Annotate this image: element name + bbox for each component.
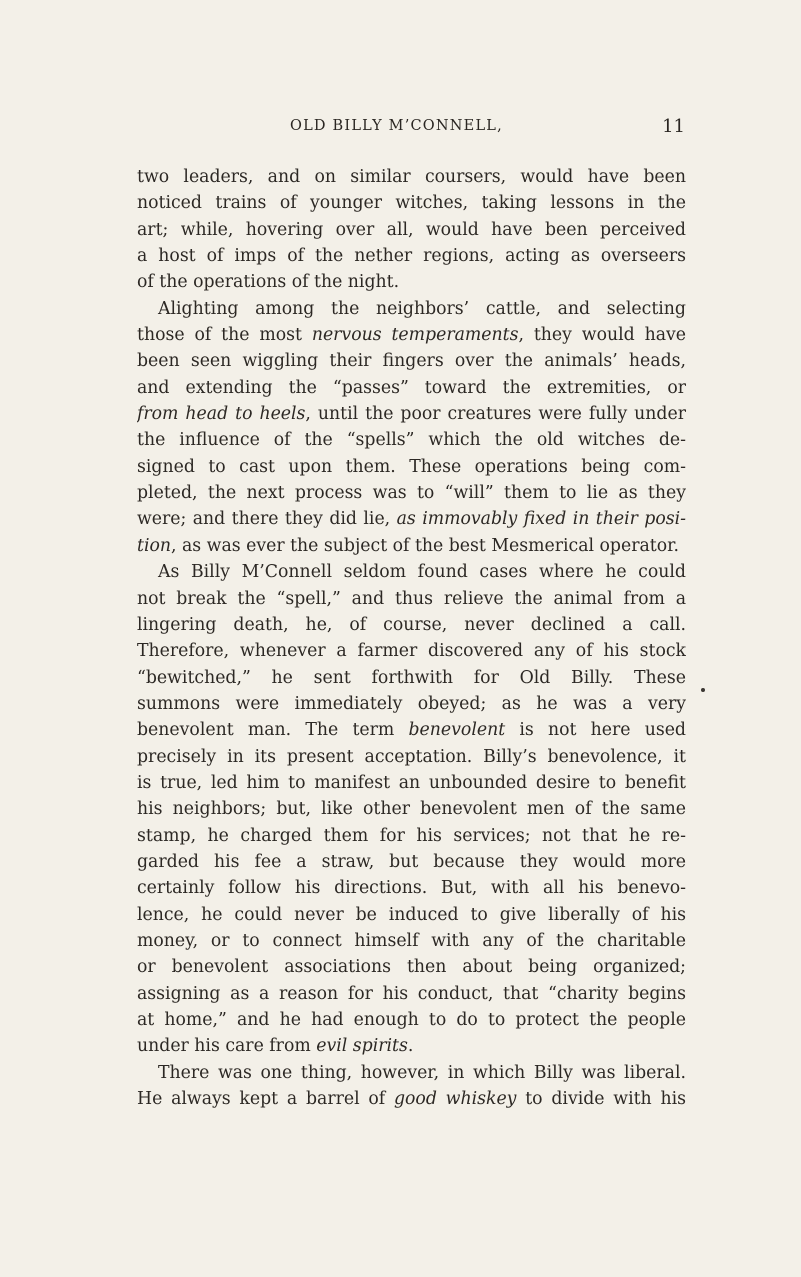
text-segment: those of the most xyxy=(137,325,312,346)
text-line xyxy=(137,269,686,295)
text-segment: , they would have xyxy=(518,325,686,346)
body-text xyxy=(137,164,686,1112)
text-line xyxy=(137,770,686,796)
text-segment: lence, he could never be induced to give liberally of his xyxy=(137,904,686,925)
text-line xyxy=(137,823,686,849)
text-line xyxy=(137,506,686,532)
text-line xyxy=(137,559,686,585)
text-line xyxy=(137,480,686,506)
page-number: 11 xyxy=(662,116,685,137)
text-segment: He always kept a barrel of xyxy=(137,1089,394,1110)
text-segment: “bewitched,” he sent forthwith for Old Billy. These xyxy=(137,667,686,688)
text-line xyxy=(137,717,686,743)
text-line xyxy=(137,533,686,559)
text-segment: pleted, the next process was to “will” them to lie as they xyxy=(137,483,686,504)
text-segment: were; and there they did lie, xyxy=(137,509,397,530)
text-segment: certainly follow his directions. But, with all his benevo- xyxy=(137,878,686,899)
text-line xyxy=(137,1007,686,1033)
text-segment: to divide with his xyxy=(516,1089,686,1110)
text-segment: is true, led him to manifest an unbounded desire to benefit xyxy=(137,772,686,793)
text-segment: Alighting among the neighbors’ cattle, and selecting xyxy=(158,298,686,319)
text-segment: not break the “spell,” and thus relieve the animal from a xyxy=(137,588,686,609)
italic-phrase: good whiskey xyxy=(393,1089,517,1110)
text-segment: art; while, hovering over all, would have been perceived xyxy=(137,219,686,240)
text-line xyxy=(137,454,686,480)
text-line xyxy=(137,322,686,348)
printing-speck xyxy=(701,688,705,692)
text-segment: is not here used xyxy=(505,720,686,741)
text-segment: money, or to connect himself with any of the charitable xyxy=(137,930,686,951)
text-line xyxy=(137,1060,686,1086)
text-line xyxy=(137,190,686,216)
text-segment: assigning as a reason for his conduct, that “charity begins xyxy=(137,983,686,1004)
text-line xyxy=(137,217,686,243)
text-segment: . xyxy=(407,1036,414,1057)
text-line xyxy=(137,243,686,269)
text-line xyxy=(137,1033,686,1059)
text-segment: As Billy M’Connell seldom found cases where he could xyxy=(158,562,686,583)
text-line xyxy=(137,401,686,427)
text-line xyxy=(137,296,686,322)
italic-phrase: from head to heels xyxy=(137,404,306,425)
text-segment: , until the poor creatures were fully under xyxy=(305,404,686,425)
text-segment: two leaders, and on similar coursers, would have been xyxy=(137,167,686,187)
text-line xyxy=(137,796,686,822)
italic-phrase: benevolent xyxy=(408,720,506,741)
text-line xyxy=(137,665,686,691)
text-line xyxy=(137,375,686,401)
text-segment: a host of imps of the nether regions, acting as overseers xyxy=(137,246,686,267)
italic-phrase: as immovably fixed in their posi- xyxy=(396,509,686,530)
text-segment: Therefore, whenever a farmer discovered any of his stock xyxy=(137,641,686,662)
text-line xyxy=(137,164,686,190)
text-segment: at home,” and he had enough to do to protect the people xyxy=(137,1010,686,1030)
text-line xyxy=(137,586,686,612)
text-line xyxy=(137,875,686,901)
text-segment: garded his fee a straw, but because they would more xyxy=(137,851,686,872)
text-segment: of the operations of the night. xyxy=(137,272,400,293)
page-header xyxy=(145,118,685,140)
text-segment: benevolent man. The term xyxy=(137,720,409,741)
text-segment: his neighbors; but, like other benevolent men of the same xyxy=(137,799,686,820)
text-line xyxy=(137,744,686,770)
text-line xyxy=(137,348,686,374)
text-line xyxy=(137,638,686,664)
text-segment: the influence of the “spells” which the old witches de- xyxy=(137,430,686,451)
italic-phrase: evil spirits xyxy=(316,1036,408,1057)
text-segment: noticed trains of younger witches, taking lessons in the xyxy=(137,193,686,214)
text-segment: been seen wiggling their fingers over the animals’ heads, xyxy=(137,351,686,372)
text-segment: There was one thing, however, in which Billy was liberal. xyxy=(158,1062,686,1083)
text-segment: precisely in its present acceptation. Billy’s benevolence, it xyxy=(137,746,686,767)
text-segment: or benevolent associations then about being organized; xyxy=(137,957,686,978)
text-line xyxy=(137,1086,686,1112)
text-segment: lingering death, he, of course, never declined a call. xyxy=(137,614,686,635)
text-segment: , as was ever the subject of the best Mesmerical operator. xyxy=(171,535,679,556)
text-segment: stamp, he charged them for his services; not that he re- xyxy=(137,825,686,846)
text-segment: signed to cast upon them. These operations being com- xyxy=(137,456,686,477)
text-line xyxy=(137,612,686,638)
running-title: OLD BILLY M’CONNELL, xyxy=(290,118,503,134)
text-segment: summons were immediately obeyed; as he was a very xyxy=(137,693,686,714)
italic-phrase: tion xyxy=(137,535,172,556)
text-line xyxy=(137,954,686,980)
text-segment: under his care from xyxy=(137,1036,317,1057)
text-line xyxy=(137,981,686,1007)
text-line xyxy=(137,849,686,875)
italic-phrase: nervous temperaments xyxy=(311,325,519,346)
text-line xyxy=(137,902,686,928)
text-line xyxy=(137,928,686,954)
text-segment: and extending the “passes” toward the extremities, or xyxy=(137,377,686,398)
text-line xyxy=(137,691,686,717)
text-line xyxy=(137,427,686,453)
